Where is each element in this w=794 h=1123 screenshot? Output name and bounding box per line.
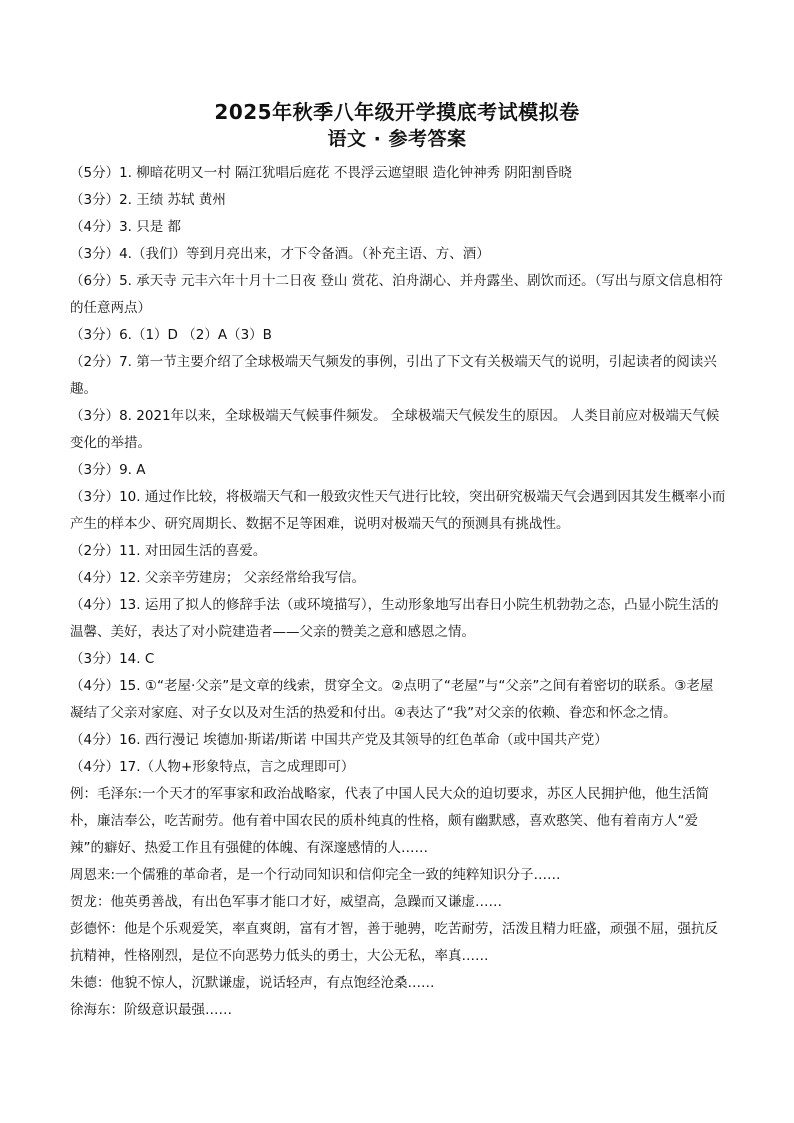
answer-line-11: （2分）11. 对田园生活的喜爱。 (70, 543, 267, 559)
example-xu: 徐海东：阶级意识最强…… (70, 1002, 232, 1018)
answer-line-3: （4分）3. 只是 都 (70, 219, 182, 235)
example-zhou: 周恩来:一个儒雅的革命者，是一个行动同知识和信仰完全一致的纯粹知识分子…… (70, 867, 561, 883)
answer-line-1: （5分）1. 柳暗花明又一村 隔江犹唱后庭花 不畏浮云遮望眼 造化钟神秀 阴阳割昏晓 (70, 165, 572, 181)
example-he: 贺龙：他英勇善战，有出色军事才能口才好，威望高，急躁而又谦虚…… (70, 894, 502, 910)
answer-line-9: （3分）9. A (70, 462, 146, 478)
answer-line-8: （3分）8. 2021年以来，全球极端天气候事件频发。 全球极端天气候发生的原因。 人类目前应对极端天气候变化的举措。 (70, 408, 720, 451)
answer-line-14: （3分）14. C (70, 651, 155, 667)
answer-line-5: （6分）5. 承天寺 元丰六年十月十二日夜 登山 赏花、泊舟湖心、并舟露坐、剧饮而还。（写出与原文信息相符的任意两点） (70, 273, 723, 316)
example-peng: 彭德怀：他是个乐观爱笑，率直爽朗，富有才智，善于驰骋，吃苦耐劳，活泼且精力旺盛，顽强不屈，强抗反抗精神，性格刚烈，是位不向恶势力低头的勇士，大公无私，率真…… (70, 921, 718, 964)
answer-line-6: （3分）6.（1）D （2）A（3）B (70, 327, 272, 343)
answer-line-13: （4分）13. 运用了拟人的修辞手法（或环境描写），生动形象地写出春日小院生机勃勃之态，凸显小院生活的温馨、美好，表达了对小院建造者——父亲的赞美之意和感恩之情。 (70, 597, 719, 640)
answer-line-7: （2分）7. 第一节主要介绍了全球极端天气频发的事例，引出了下文有关极端天气的说明，引起读者的阅读兴趣。 (70, 354, 717, 397)
example-zhu: 朱德：他貌不惊人，沉默谦虚，说话轻声，有点饱经沧桑…… (70, 975, 435, 991)
answer-line-16: （4分）16. 西行漫记 埃德加·斯诺/斯诺 中国共产党及其领导的红色革命（或中国共产党） (70, 732, 608, 748)
answer-line-2: （3分）2. 王绩 苏轼 黄州 (70, 192, 226, 208)
exam-subtitle: 语文 · 参考答案 (327, 128, 467, 150)
exam-title: 2025年秋季八年级开学摸底考试模拟卷 (214, 100, 580, 124)
answer-line-4: （3分）4.（我们）等到月亮出来，才下令备酒。（补充主语、方、酒） (70, 246, 490, 262)
answer-line-15: （4分）15. ①“老屋·父亲”是文章的线索，贯穿全文。②点明了“老屋”与“父亲”之间有着密切的联系。③老屋凝结了父亲对家庭、对子女以及对生活的热爱和付出。④表达了“我”对父亲的依赖、眷恋和怀念之情。 (70, 678, 714, 721)
answer-line-17: （4分）17.（人物+形象特点，言之成理即可） (70, 759, 355, 775)
example-mao: 例：毛泽东:一个天才的军事家和政治战略家，代表了中国人民大众的迫切要求，苏区人民拥护他，他生活简朴，廉洁奉公，吃苦耐劳。他有着中国农民的质朴纯真的性格，颇有幽默感，喜欢憨笑、他有着南方人“爱辣”的癖好、热爱工作且有强健的体魄、有深邃感情的人…… (70, 786, 710, 856)
answer-line-10: （3分）10. 通过作比较，将极端天气和一般致灾性天气进行比较，突出研究极端天气会遇到因其发生概率小而产生的样本少、研究周期长、数据不足等困难，说明对极端天气的预测具有挑战性。 (70, 489, 726, 532)
answer-line-12: （4分）12. 父亲辛劳建房； 父亲经常给我写信。 (70, 570, 366, 586)
answer-list (70, 160, 726, 1024)
